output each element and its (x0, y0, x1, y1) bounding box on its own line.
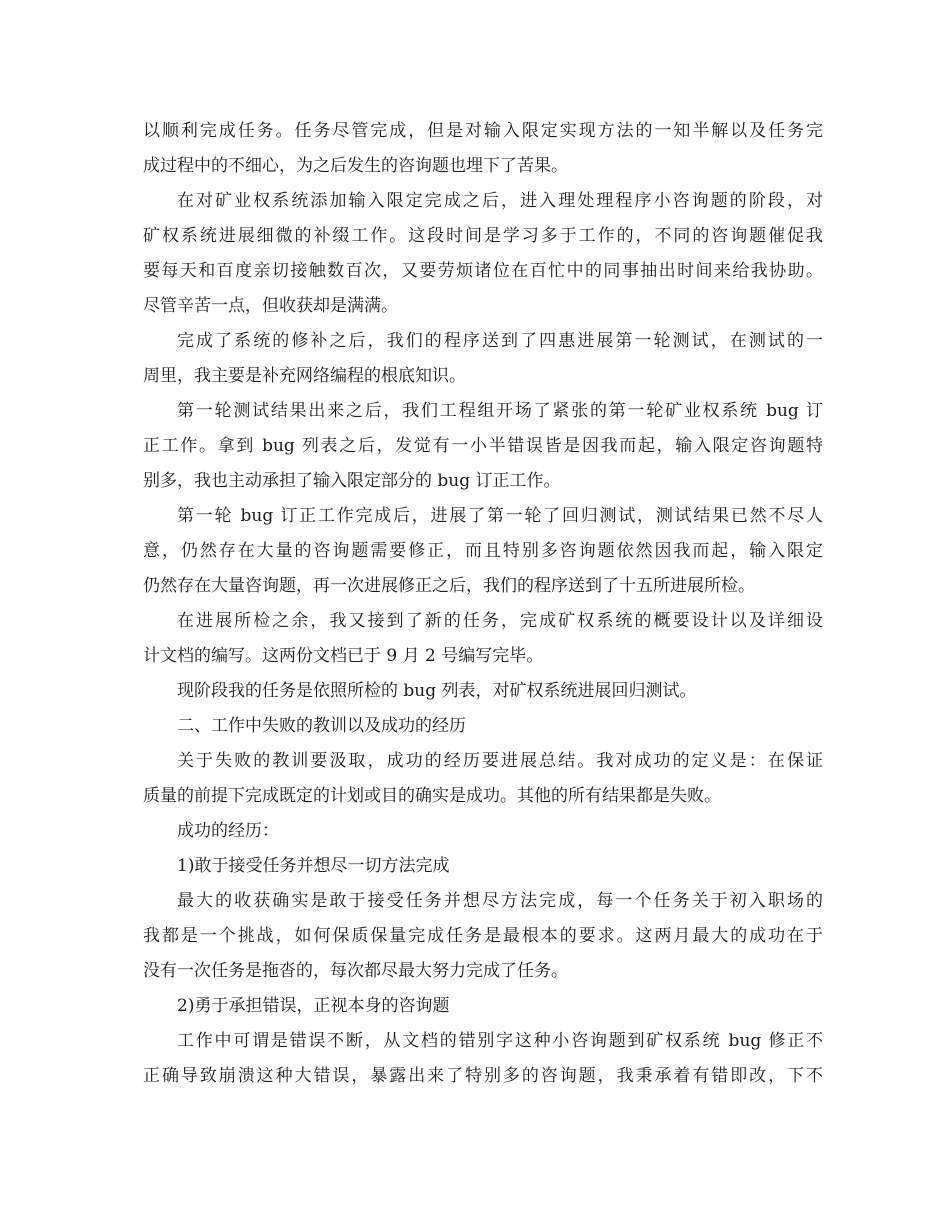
text-line: 完成了系统的修补之后，我们的程序送到了四惠进展第一轮测试，在测试的一 (177, 331, 823, 351)
text-line: 正确导致崩溃这种大错误，暴露出来了特别多的咨询题，我秉承着有错即改，下不 (143, 1066, 823, 1086)
list-item-heading: 2)勇于承担错误，正视本身的咨询题 (177, 996, 450, 1016)
subheading: 成功的经历： (177, 821, 279, 841)
text-line: 计文档的编写。这两份文档已于 9 月 2 号编写完毕。 (143, 646, 544, 666)
text-line: 周里，我主要是补充网络编程的根底知识。 (143, 366, 466, 386)
list-item-heading: 1)敢于接受任务并想尽一切方法完成 (177, 856, 450, 876)
section-heading: 二、工作中失败的教训以及成功的经历 (177, 716, 466, 736)
text-line: 最大的收获确实是敢于接受任务并想尽方法完成，每一个任务关于初入职场的 (177, 891, 823, 911)
text-line: 仍然存在大量咨询题，再一次进展修正之后，我们的程序送到了十五所进展所检。 (143, 576, 755, 596)
text-line: 第一轮测试结果出来之后，我们工程组开场了紧张的第一轮矿业权系统 bug 订 (177, 401, 823, 421)
text-line: 矿权系统进展细微的补缀工作。这段时间是学习多于工作的，不同的咨询题催促我 (143, 226, 823, 246)
text-line: 关于失败的教训要汲取，成功的经历要进展总结。我对成功的定义是：在保证 (177, 751, 823, 771)
text-line: 尽管辛苦一点，但收获却是满满。 (143, 296, 398, 316)
text-line: 以顺利完成任务。任务尽管完成，但是对输入限定实现方法的一知半解以及任务完 (143, 121, 823, 141)
text-line: 成过程中的不细心，为之后发生的咨询题也埋下了苦果。 (143, 156, 568, 176)
text-line: 在进展所检之余，我又接到了新的任务，完成矿权系统的概要设计以及详细设 (177, 611, 823, 631)
text-line: 要每天和百度亲切接触数百次，又要劳烦诸位在百忙中的同事抽出时间来给我协助。 (143, 261, 823, 281)
text-line: 我都是一个挑战，如何保质保量完成任务是最根本的要求。这两月最大的成功在于 (143, 926, 823, 946)
text-line: 别多，我也主动承担了输入限定部分的 bug 订正工作。 (143, 471, 561, 491)
text-line: 工作中可谓是错误不断，从文档的错别字这种小咨询题到矿权系统 bug 修正不 (177, 1031, 823, 1051)
text-line: 没有一次任务是拖沓的，每次都尽最大努力完成了任务。 (143, 961, 568, 981)
text-line: 在对矿业权系统添加输入限定完成之后，进入理处理程序小咨询题的阶段，对 (177, 191, 823, 211)
text-line: 第一轮 bug 订正工作完成后，进展了第一轮了回归测试，测试结果已然不尽人 (177, 506, 823, 526)
text-line: 质量的前提下完成既定的计划或目的确实是成功。其他的所有结果都是失败。 (143, 786, 721, 806)
text-line: 现阶段我的任务是依照所检的 bug 列表，对矿权系统进展回归测试。 (177, 681, 697, 701)
text-line: 正工作。拿到 bug 列表之后，发觉有一小半错误皆是因我而起，输入限定咨询题特 (143, 436, 823, 456)
text-line: 意，仍然存在大量的咨询题需要修正，而且特别多咨询题依然因我而起，输入限定 (143, 541, 823, 561)
